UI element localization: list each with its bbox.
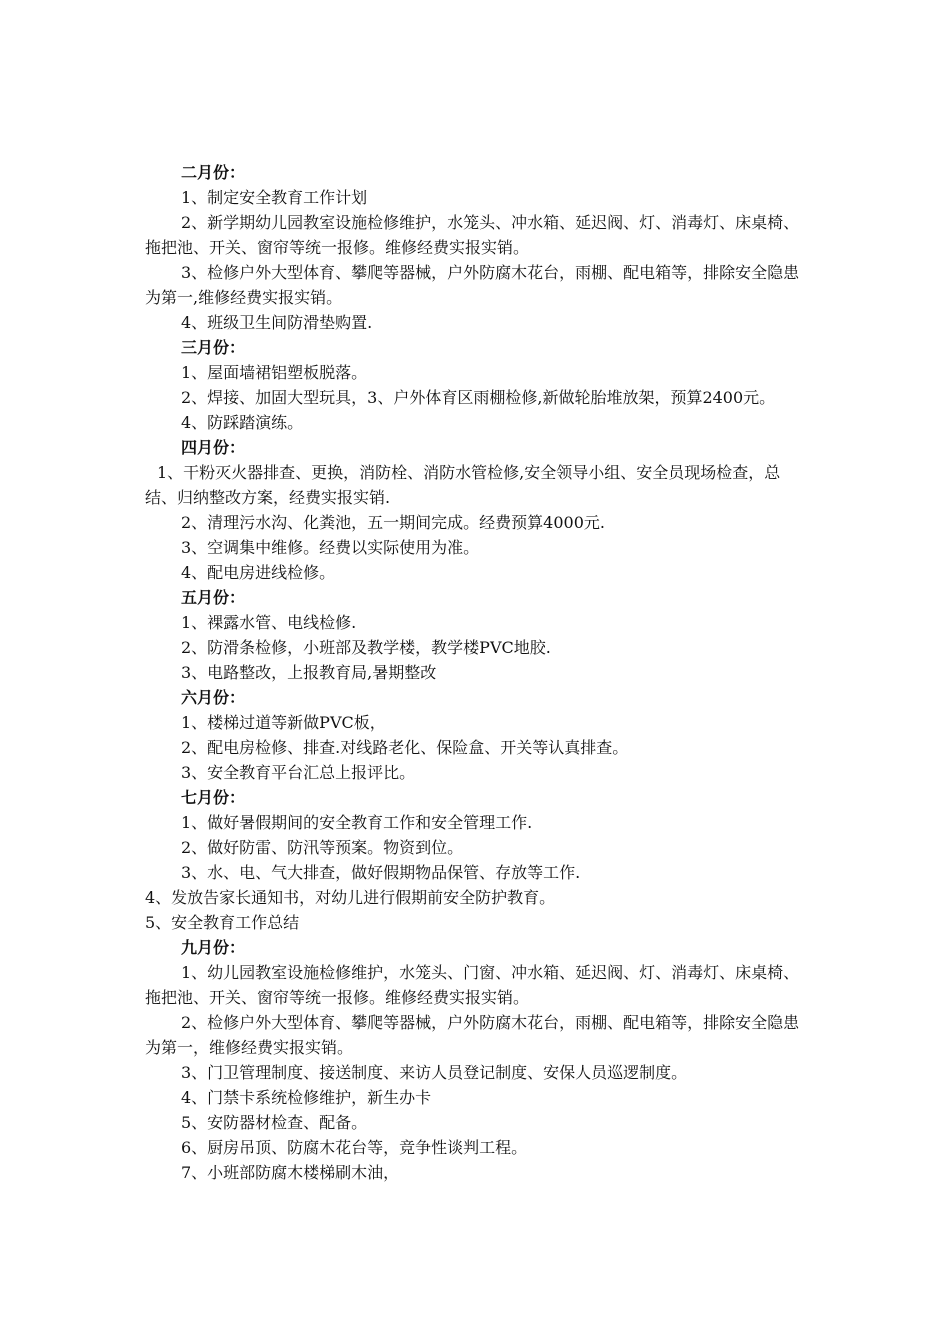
list-item: 1、制定安全教育工作计划 [181, 188, 368, 207]
list-item: 3、水、电、气大排查，做好假期物品保管、存放等工作. [181, 863, 581, 882]
list-item: 2、新学期幼儿园教室设施检修维护，水笼头、冲水箱、延迟阀、灯、消毒灯、床桌椅、拖把池、开关、窗帘等统一报修。维修经费实报实销。 [145, 213, 800, 257]
list-item: 5、安全教育工作总结 [145, 913, 300, 932]
document-body [145, 160, 807, 1185]
section-heading: 二月份： [181, 163, 246, 182]
section-heading: 五月份： [181, 588, 246, 607]
list-item: 4、门禁卡系统检修维护，新生办卡 [181, 1088, 432, 1107]
list-item: 4、配电房进线检修。 [181, 563, 336, 582]
list-item: 3、安全教育平台汇总上报评比。 [181, 763, 416, 782]
list-item: 3、检修户外大型体育、攀爬等器械，户外防腐木花台，雨棚、配电箱等，排除安全隐患为第一,维修经费实报实销。 [145, 263, 800, 307]
list-item: 6、厨房吊顶、防腐木花台等，竞争性谈判工程。 [181, 1138, 528, 1157]
list-item: 2、做好防雷、防汛等预案。物资到位。 [181, 838, 464, 857]
list-item: 3、空调集中维修。经费以实际使用为准。 [181, 538, 480, 557]
list-item: 2、检修户外大型体育、攀爬等器械，户外防腐木花台，雨棚、配电箱等，排除安全隐患为第一，维修经费实报实销。 [145, 1013, 800, 1057]
list-item: 1、楼梯过道等新做PVC板， [181, 713, 386, 732]
list-item: 2、焊接、加固大型玩具，3、户外体育区雨棚检修,新做轮胎堆放架，预算2400元。 [181, 388, 776, 407]
list-item: 2、配电房检修、排查.对线路老化、保险盒、开关等认真排查。 [181, 738, 629, 757]
list-item: 1、做好暑假期间的安全教育工作和安全管理工作. [181, 813, 533, 832]
list-item: 1、裸露水管、电线检修. [181, 613, 357, 632]
section-heading: 七月份： [181, 788, 246, 807]
list-item: 2、防滑条检修，小班部及教学楼，教学楼PVC地胶. [181, 638, 551, 657]
section-heading: 四月份： [181, 438, 246, 457]
section-heading: 九月份： [181, 938, 246, 957]
list-item: 2、清理污水沟、化粪池，五一期间完成。经费预算4000元. [181, 513, 605, 532]
list-item: 4、发放告家长通知书，对幼儿进行假期前安全防护教育。 [145, 888, 556, 907]
list-item: 1、干粉灭火器排查、更换，消防栓、消防水管检修,安全领导小组、安全员现场检查，总结、归纳整改方案，经费实报实销. [145, 463, 781, 507]
list-item: 5、安防器材检查、配备。 [181, 1113, 368, 1132]
list-item: 1、屋面墙裙铝塑板脱落。 [181, 363, 368, 382]
list-item: 4、防踩踏演练。 [181, 413, 304, 432]
list-item: 4、班级卫生间防滑垫购置. [181, 313, 373, 332]
list-item: 7、小班部防腐木楼梯刷木油， [181, 1163, 400, 1182]
list-item: 1、幼儿园教室设施检修维护，水笼头、门窗、冲水箱、延迟阀、灯、消毒灯、床桌椅、拖把池、开关、窗帘等统一报修。维修经费实报实销。 [145, 963, 800, 1007]
list-item: 3、门卫管理制度、接送制度、来访人员登记制度、安保人员巡逻制度。 [181, 1063, 688, 1082]
section-heading: 三月份： [181, 338, 246, 357]
section-heading: 六月份： [181, 688, 246, 707]
list-item: 3、电路整改，上报教育局,暑期整改 [181, 663, 437, 682]
